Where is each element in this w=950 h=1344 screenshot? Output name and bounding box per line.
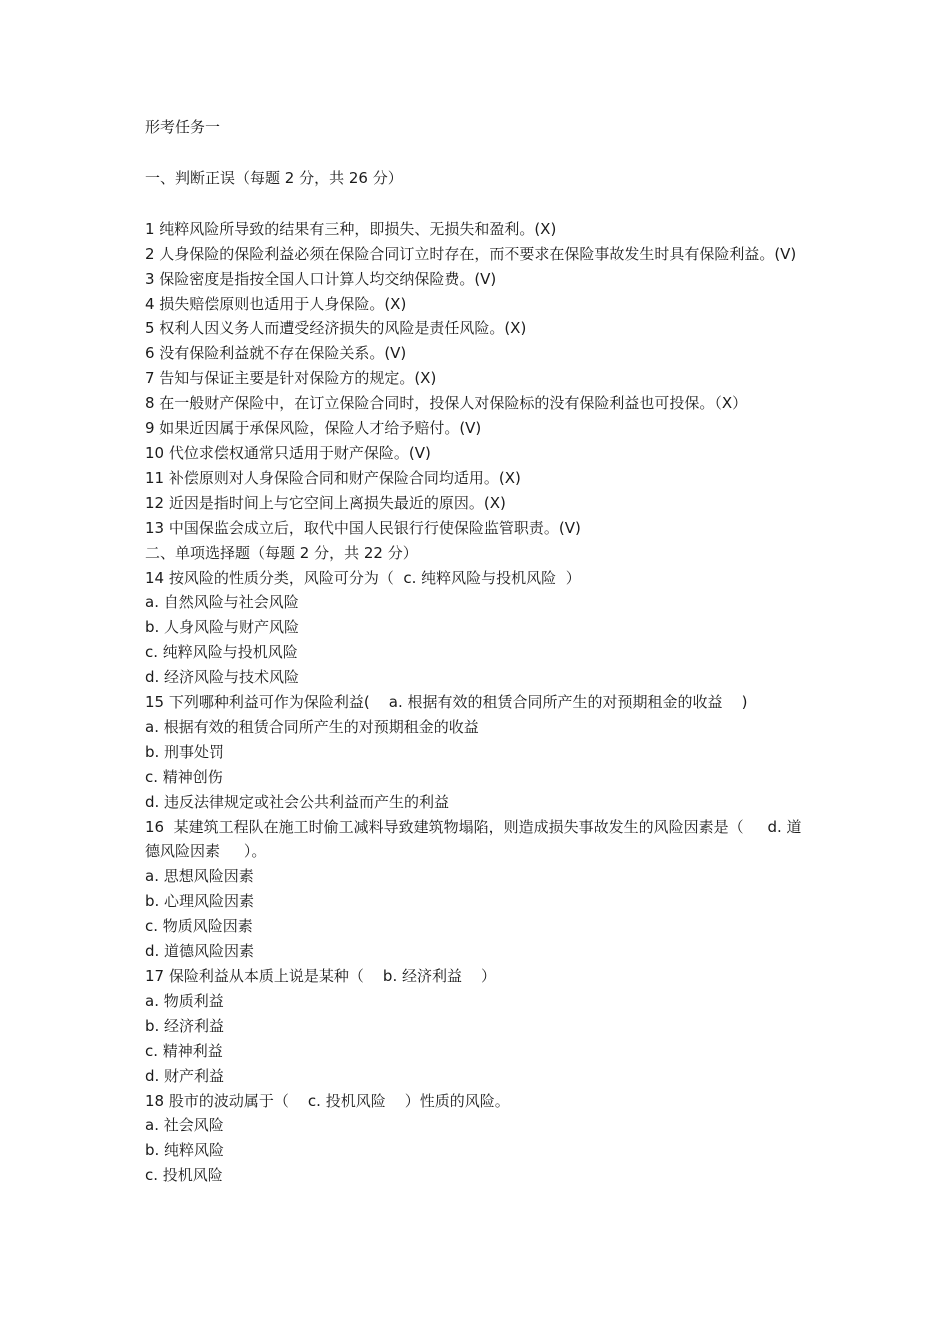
question-18	[145, 1089, 850, 1189]
question-text: 17 保险利益从本质上说是某种（ b. 经济利益 ）	[145, 967, 497, 985]
tf-item-11: 11 补偿原则对人身保险合同和财产保险合同均适用。(X)	[145, 468, 521, 487]
option-c: c. 纯粹风险与投机风险	[145, 643, 298, 662]
tf-item-5: 5 权利人因义务人而遭受经济损失的风险是责任风险。(X)	[145, 319, 527, 338]
section-2-heading: 二、单项选择题（每题 2 分，共 22 分）	[145, 543, 418, 562]
question-17	[145, 964, 850, 1089]
question-15	[145, 690, 850, 815]
option-a: a. 思想风险因素	[145, 867, 254, 886]
tf-item-8: 8 在一般财产保险中，在订立保险合同时，投保人对保险标的没有保险利益也可投保。（X）	[145, 394, 748, 413]
option-b: b. 人身风险与财产风险	[145, 618, 300, 637]
option-d: d. 财产利益	[145, 1066, 225, 1085]
section-1-heading: 一、判断正误（每题 2 分，共 26 分）	[145, 168, 403, 187]
multiple-choice-list	[145, 566, 850, 1189]
option-b: b. 刑事处罚	[145, 742, 225, 761]
question-text: 15 下列哪种利益可作为保险利益( a. 根据有效的租赁合同所产生的对预期租金的收益 )	[145, 693, 748, 712]
option-c: c. 精神利益	[145, 1041, 223, 1060]
option-c: c. 投机风险	[145, 1166, 223, 1185]
option-a: a. 社会风险	[145, 1116, 224, 1135]
option-d: d. 经济风险与技术风险	[145, 668, 300, 687]
true-false-list	[145, 217, 850, 541]
option-b: b. 心理风险因素	[145, 892, 255, 911]
tf-item-12: 12 近因是指时间上与它空间上离损失最近的原因。(X)	[145, 493, 506, 512]
tf-item-2: 2 人身保险的保险利益必须在保险合同订立时存在，而不要求在保险事故发生时具有保险利益。(V)	[145, 244, 797, 263]
tf-item-3: 3 保险密度是指按全国人口计算人均交纳保险费。(V)	[145, 269, 497, 288]
question-16	[145, 815, 850, 964]
option-c: c. 物质风险因素	[145, 917, 253, 936]
tf-item-10: 10 代位求偿权通常只适用于财产保险。(V)	[145, 443, 431, 462]
document-title: 形考任务一	[145, 118, 221, 136]
option-d: d. 违反法律规定或社会公共利益而产生的利益	[145, 792, 450, 811]
option-b: b. 纯粹风险	[145, 1141, 225, 1160]
question-text: 14 按风险的性质分类，风险可分为（ c. 纯粹风险与投机风险 ）	[145, 568, 581, 587]
tf-item-13: 13 中国保监会成立后，取代中国人民银行行使保险监管职责。(V)	[145, 518, 581, 537]
option-b: b. 经济利益	[145, 1016, 225, 1035]
question-text: 16 某建筑工程队在施工时偷工减料导致建筑物塌陷，则造成损失事故发生的风险因素是（ d. 道德风险因素 ）。	[145, 817, 802, 861]
tf-item-1: 1 纯粹风险所导致的结果有三种，即损失、无损失和盈利。(X)	[145, 219, 557, 238]
option-a: a. 根据有效的租赁合同所产生的对预期租金的收益	[145, 717, 479, 736]
tf-item-7: 7 告知与保证主要是针对保险方的规定。(X)	[145, 369, 437, 388]
question-14	[145, 566, 850, 691]
option-a: a. 自然风险与社会风险	[145, 593, 299, 612]
tf-item-4: 4 损失赔偿原则也适用于人身保险。(X)	[145, 294, 407, 313]
option-a: a. 物质利益	[145, 991, 224, 1010]
question-text: 18 股市的波动属于（ c. 投机风险 ）性质的风险。	[145, 1091, 510, 1110]
tf-item-6: 6 没有保险利益就不存在保险关系。(V)	[145, 344, 407, 363]
option-c: c. 精神创伤	[145, 767, 223, 786]
option-d: d. 道德风险因素	[145, 942, 255, 961]
tf-item-9: 9 如果近因属于承保风险，保险人才给予赔付。(V)	[145, 419, 482, 438]
